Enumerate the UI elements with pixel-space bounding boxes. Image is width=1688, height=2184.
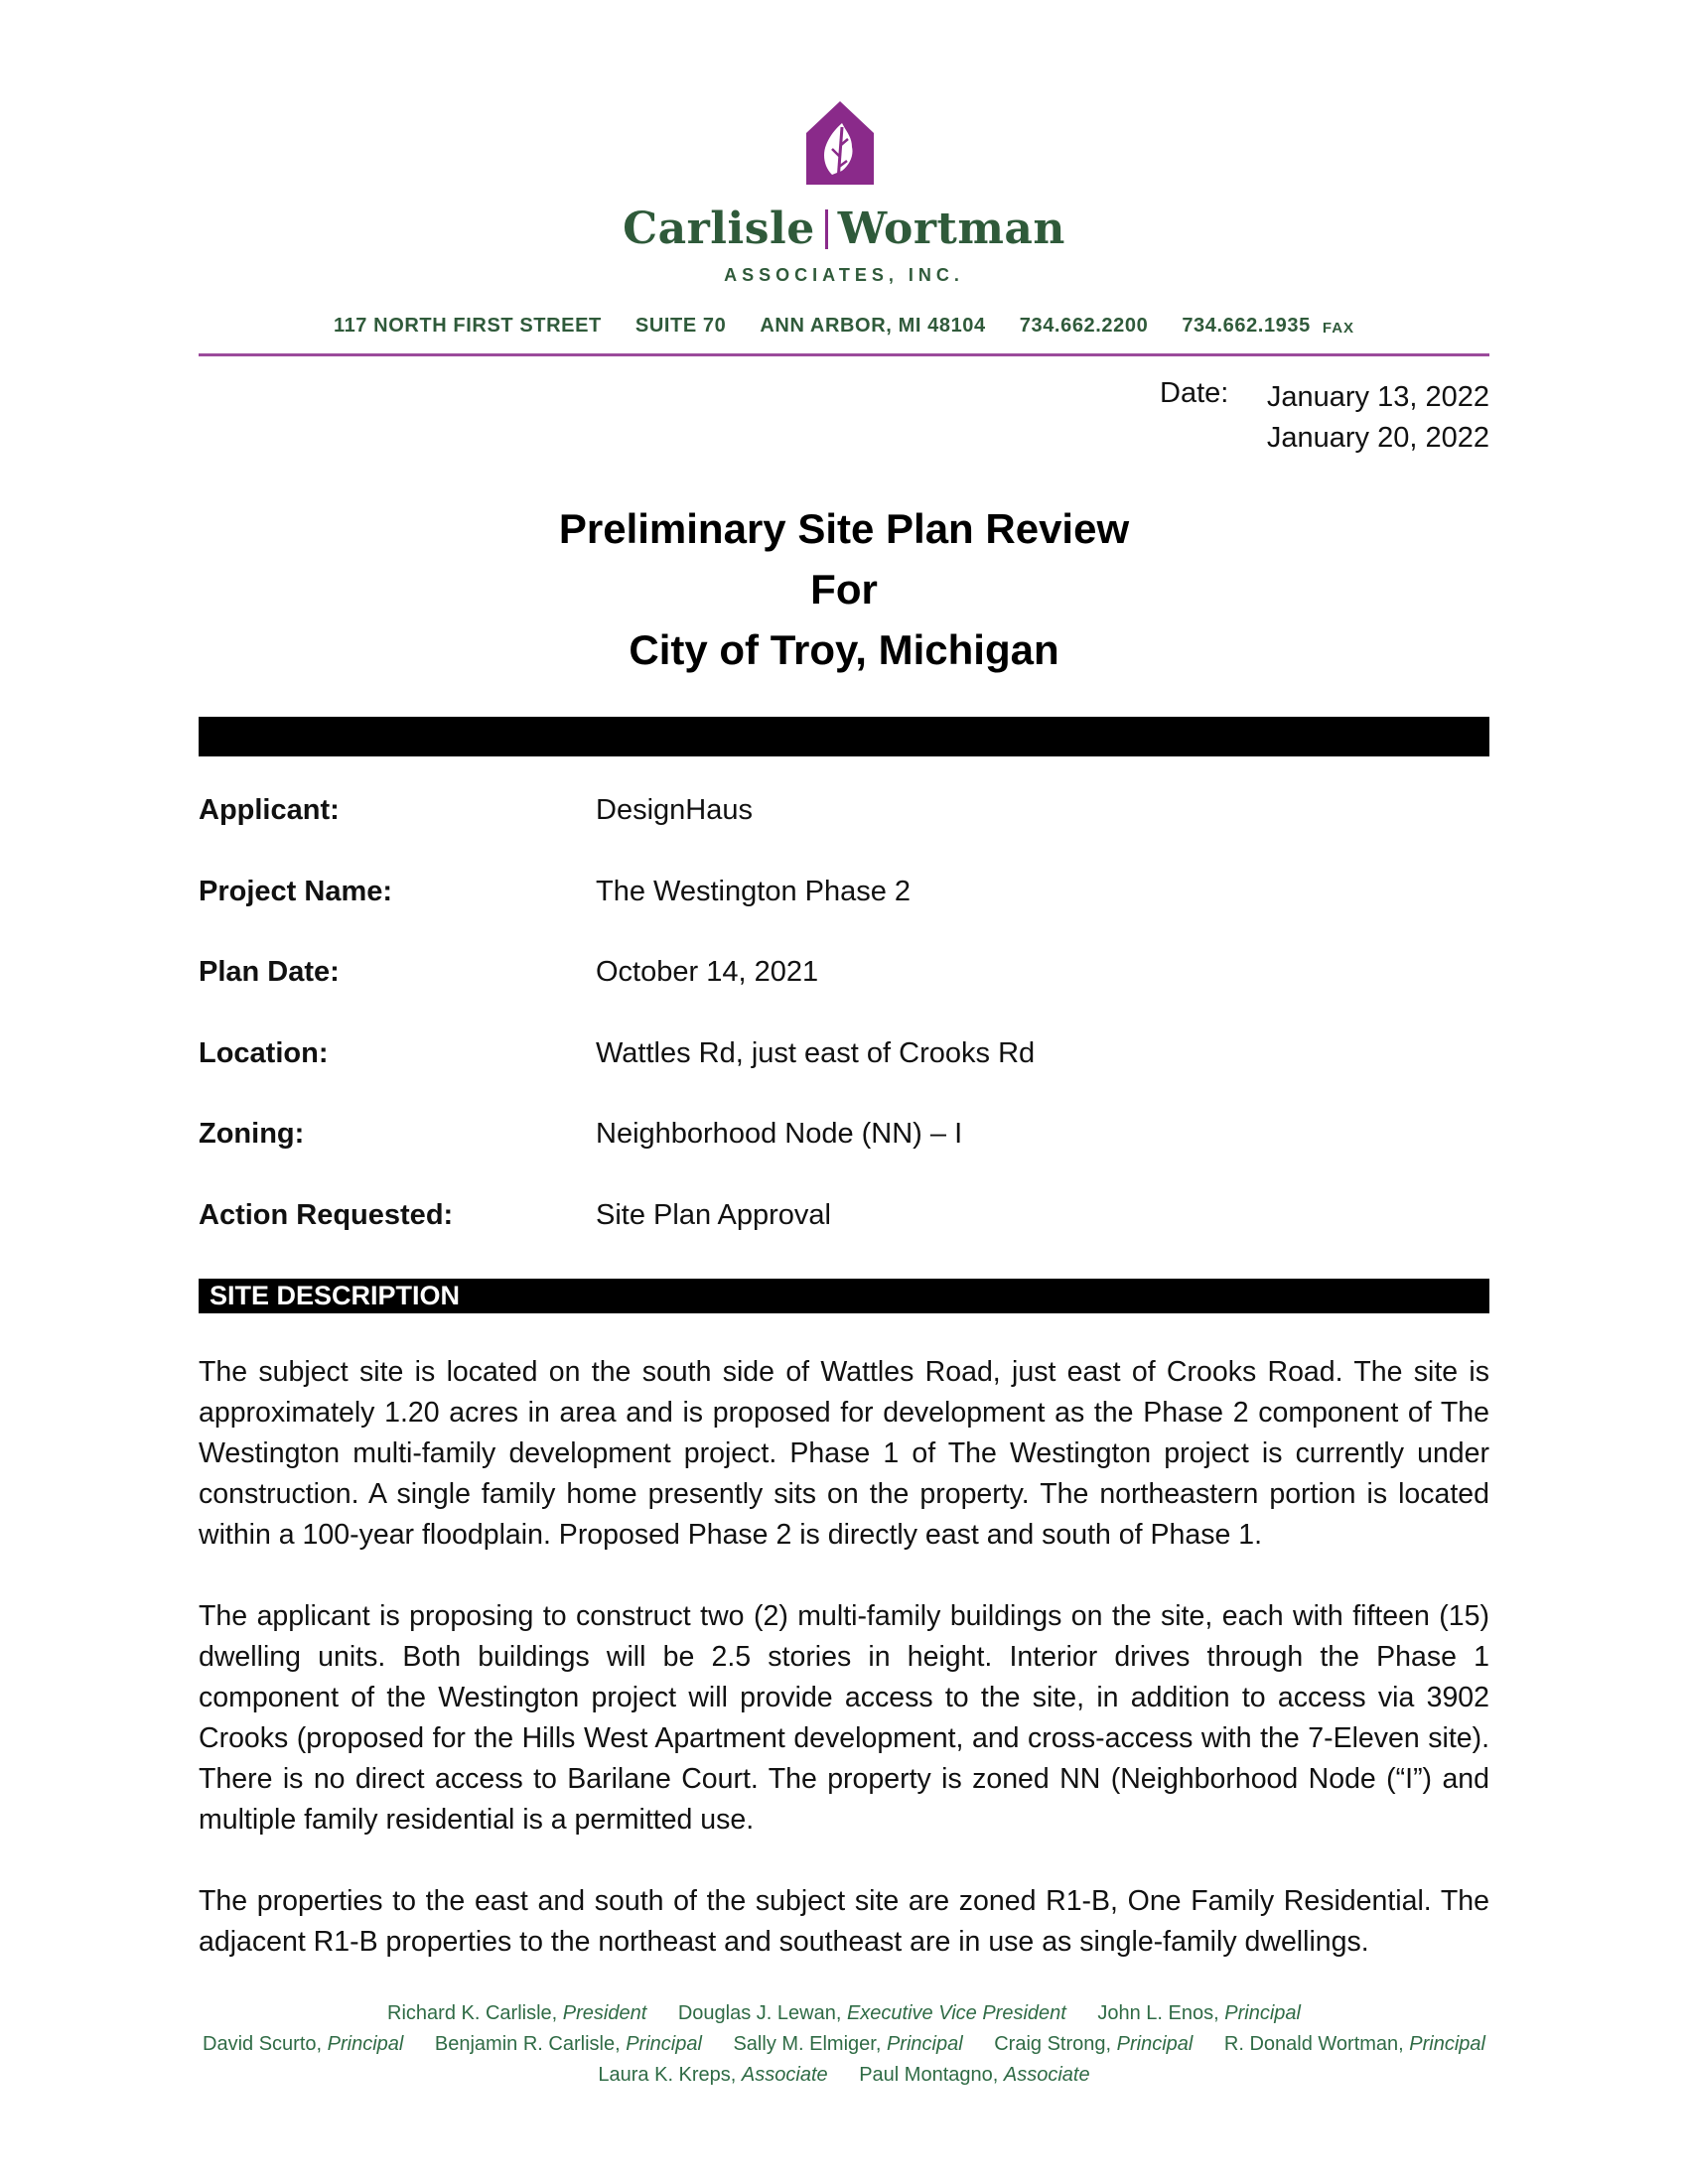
info-row-plan-date	[199, 956, 1489, 1037]
info-row-project-name	[199, 876, 1489, 957]
brand-left: Carlisle	[623, 204, 815, 254]
footer-person	[435, 2033, 702, 2055]
date-value-2: January 20, 2022	[1266, 422, 1489, 454]
project-info-table	[199, 794, 1489, 1280]
person-name: R. Donald Wortman,	[1223, 2033, 1404, 2055]
person-role: Associate	[741, 2064, 828, 2086]
footer-row	[0, 2060, 1688, 2091]
address-city: ANN ARBOR, MI 48104	[760, 315, 986, 337]
paragraph: The properties to the east and south of the subject site are zoned R1-B, One Family Residential. The adjacent R1-B properties to the northeast and southeast are in use as single-family dwellings.	[199, 1885, 1489, 1958]
info-label: Zoning:	[199, 1118, 305, 1150]
address-fax-number: 734.662.1935	[1182, 315, 1311, 337]
info-value: The Westington Phase 2	[596, 875, 912, 907]
date-value-1: January 13, 2022	[1266, 381, 1489, 413]
info-label: Applicant:	[199, 794, 340, 826]
person-name: Richard K. Carlisle,	[387, 2002, 558, 2024]
footer-person	[678, 2002, 1066, 2024]
section-body	[199, 1352, 1489, 1963]
person-role: Principal	[1409, 2033, 1485, 2055]
person-role: Principal	[327, 2033, 404, 2055]
staff-footer	[0, 1998, 1688, 2091]
address-street: 117 NORTH FIRST STREET	[333, 315, 602, 337]
footer-row	[0, 1998, 1688, 2029]
paragraph: The applicant is proposing to construct two (2) multi-family buildings on the site, each with fifteen (15) dwelling units. Both buildings will be 2.5 stories in height. Interior drives through the Phase 1 component of the Westington project will provide access to the site, in addition to access via 3902 Crooks (proposed for the Hills West Apartment development, and cross-access with the 7-Eleven site). There is no direct access to Barilane Court. The property is zoned NN (Neighborhood Node (“I”) and multiple family residential is a permitted use.	[199, 1600, 1489, 1836]
footer-person	[387, 2002, 646, 2024]
title-divider-bar	[199, 717, 1489, 756]
person-role: Principal	[626, 2033, 702, 2055]
title-line-2: For	[810, 566, 878, 613]
person-name: Benjamin R. Carlisle,	[434, 2033, 621, 2055]
footer-person	[733, 2033, 962, 2055]
person-name: Craig Strong,	[994, 2033, 1112, 2055]
info-row-zoning	[199, 1118, 1489, 1199]
person-name: Sally M. Elmiger,	[733, 2033, 882, 2055]
info-value: Neighborhood Node (NN) – I	[596, 1118, 963, 1150]
person-name: Laura K. Kreps,	[598, 2064, 737, 2086]
address-line	[199, 315, 1489, 338]
person-name: David Scurto,	[203, 2033, 323, 2055]
person-role: President	[562, 2002, 647, 2024]
person-name: John L. Enos,	[1097, 2002, 1219, 2024]
person-role: Principal	[1224, 2002, 1301, 2024]
address-suite: SUITE 70	[634, 315, 727, 337]
house-leaf-icon	[802, 97, 878, 189]
address-phone: 734.662.2200	[1019, 315, 1149, 337]
footer-person	[859, 2064, 1089, 2086]
info-row-action-requested	[199, 1199, 1489, 1281]
info-label: Plan Date:	[199, 956, 340, 988]
date-label: Date:	[1160, 377, 1229, 409]
brand-separator	[825, 209, 828, 249]
title-line-1: Preliminary Site Plan Review	[558, 505, 1130, 552]
letterhead-divider	[199, 353, 1489, 356]
info-row-location	[199, 1037, 1489, 1119]
brand-name	[0, 204, 1688, 254]
person-role: Executive Vice President	[846, 2002, 1066, 2024]
footer-person	[1097, 2002, 1301, 2024]
footer-person	[203, 2033, 403, 2055]
brand-subtitle: ASSOCIATES, INC.	[724, 265, 964, 285]
footer-person	[1224, 2033, 1485, 2055]
document-title	[0, 498, 1688, 680]
paragraph: The subject site is located on the south side of Wattles Road, just east of Crooks Road. The site is approximately 1.20 acres in area and is proposed for development as the Phase 2 component of The Westington multi-family development project. Phase 1 of The Westington project is currently under construction. A single family home presently sits on the property. The northeastern portion is located within a 100-year floodplain. Proposed Phase 2 is directly east and south of Phase 1.	[199, 1356, 1489, 1551]
footer-row	[0, 2029, 1688, 2060]
info-label: Location:	[199, 1036, 329, 1069]
info-row-applicant	[199, 794, 1489, 876]
person-name: Douglas J. Lewan,	[677, 2002, 842, 2024]
footer-person	[994, 2033, 1193, 2055]
date-values	[1267, 377, 1489, 459]
person-role: Principal	[886, 2033, 963, 2055]
person-role: Associate	[1003, 2064, 1090, 2086]
person-role: Principal	[1116, 2033, 1194, 2055]
person-name: Paul Montagno,	[859, 2064, 999, 2086]
address-fax-label: FAX	[1322, 320, 1355, 337]
info-value: Wattles Rd, just east of Crooks Rd	[596, 1036, 1036, 1069]
footer-person	[598, 2064, 827, 2086]
brand-right: Wortman	[837, 204, 1065, 254]
info-value: October 14, 2021	[596, 956, 819, 988]
info-label: Project Name:	[199, 875, 393, 907]
title-line-3: City of Troy, Michigan	[629, 626, 1059, 673]
info-value: Site Plan Approval	[596, 1198, 831, 1231]
info-label: Action Requested:	[199, 1198, 454, 1231]
info-value: DesignHaus	[596, 794, 753, 826]
section-heading: SITE DESCRIPTION	[199, 1279, 1489, 1313]
